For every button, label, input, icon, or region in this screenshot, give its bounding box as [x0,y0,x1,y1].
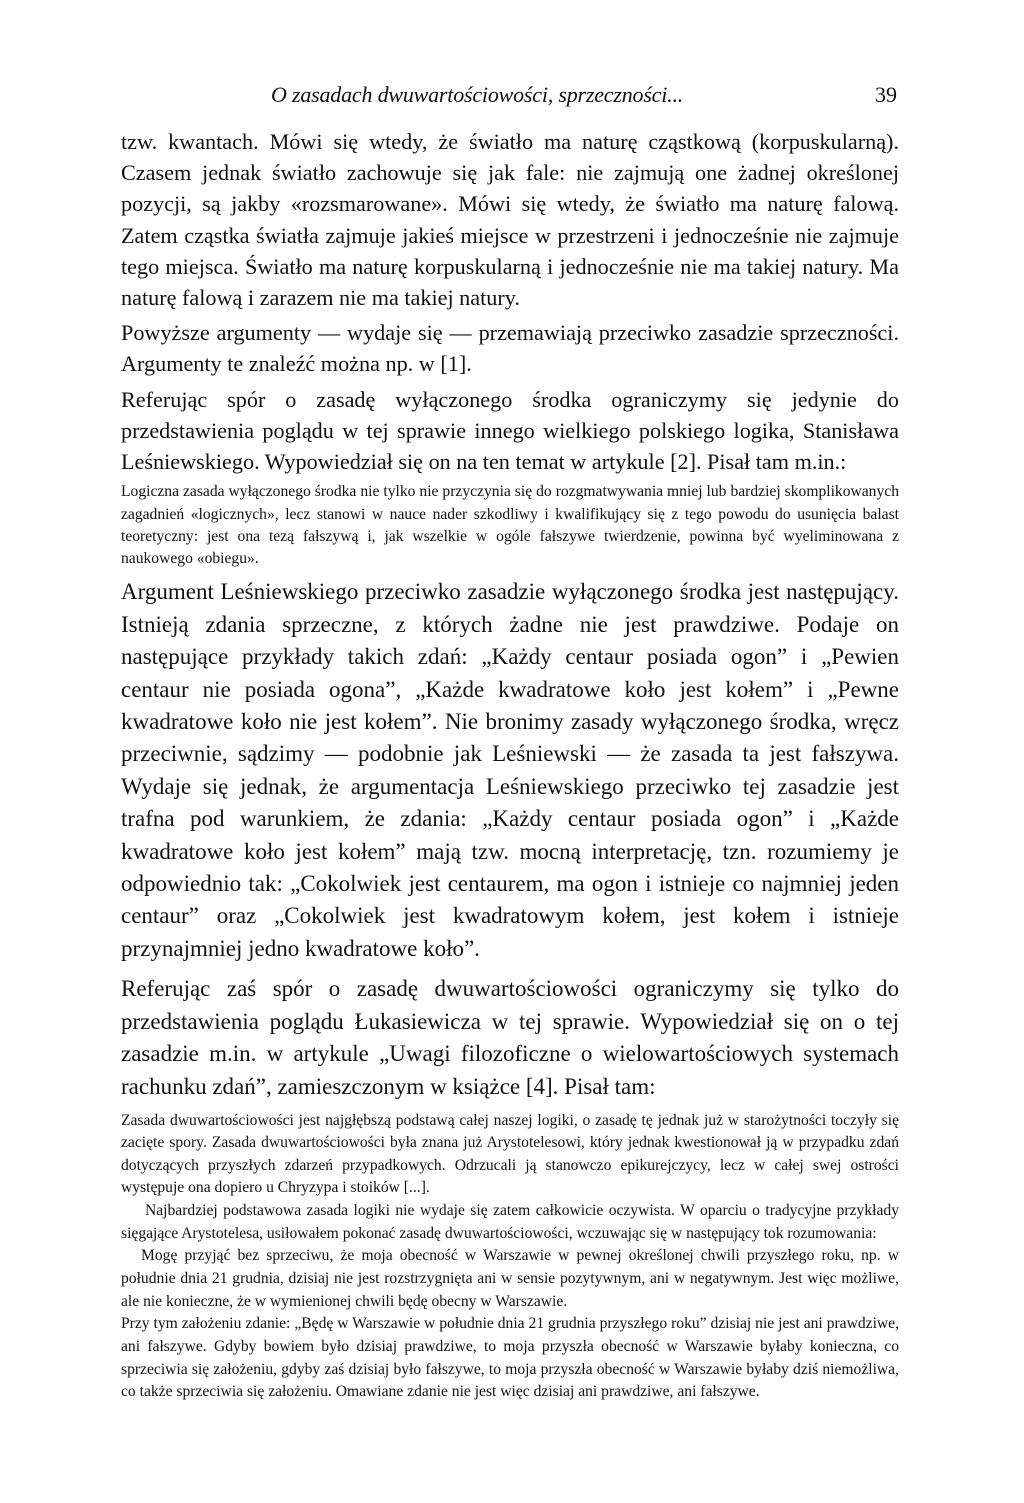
running-title: O zasadach dwuwartościowości, sprzeczności... [271,82,684,107]
nested-quote-part-2: Przy tym założeniu zdanie: „Będę w Warszawie w południe dnia 21 grudnia przyszłego roku” dzisiaj nie jest ani prawdziwe, ani fałszywe. Gdyby bowiem było dzisiaj prawdziwe, to moja przyszła obecność w Warszawie byłaby konieczna, co sprzeciwia się założeniu, gdyby zaś dzisiaj było fałszywe, to moja przyszła obecność w Warszawie byłaby dziś niemożliwa, co także sprzeciwia się założeniu. Omawiane zdanie nie jest więc dzisiaj ani prawdziwe, ani fałszywe. [121,1315,899,1401]
running-header [121,70,899,120]
page [121,70,899,1404]
page-number: 39 [875,82,897,107]
paragraph-lukasiewicz-intro: Referując zaś spór o zasadę dwuwartościowości ograniczymy się tylko do przedstawienia poglądu Łukasiewicza w tej sprawie. Wypowiedział się on o tej zasadzie m.in. w artykule „Uwagi filozoficzne o wielowartościowych systemach rachunku zdań”, zamieszczonym w książce [4]. Pisał tam: [121,976,899,1100]
quote-lesniewski: Logiczna zasada wyłączonego środka nie tylko nie przyczynia się do rozgmatwywania mniej lub bardziej skomplikowanych zagadnień «logicznych», lecz stanowi w nauce nader szkodliwy i kwalifikujący się z tego powodu do usunięcia balast teoretyczny: jest ona tezą fałszywą i, jak wszelkie w ogóle fałszywe twierdzenie, powinna być wyeliminowana z naukowego «obiegu». [121,483,899,568]
paragraph-lesniewski-intro: Referując spór o zasadę wyłączonego środka ograniczymy się jedynie do przedstawienia poglądu w tej sprawie innego wielkiego polskiego logika, Stanisława Leśniewskiego. Wypowiedział się on na ten temat w artykule [2]. Pisał tam m.in.: [121,386,899,475]
nested-quote [121,1245,899,1404]
paragraph-light-nature: tzw. kwantach. Mówi się wtedy, że światło ma naturę cząstkową (korpuskularną). Czasem jednak światło zachowuje się jak fale: nie zajmują one żadnej określonej pozycji, są jakby «rozsmarowane». Mówi się wtedy, że światło ma naturę falową. Zatem cząstka światła zajmuje jakieś miejsce w przestrzeni i jednocześnie nie zajmuje tego miejsca. Światło ma naturę korpuskularną i jednocześnie nie ma takiej natury. Ma naturę falową i zarazem nie ma takiej natury. [121,129,899,311]
quote-lukasiewicz-part-1: Zasada dwuwartościowości jest najgłębszą podstawą całej naszej logiki, o zasadę tę jednak już w starożytności toczyły się zacięte spory. Zasada dwuwartościowości była znana już Arystotelesowi, który jednak kwestionował ją w przypadku zdań dotyczących przyszłych zdarzeń przypadkowych. Odrzucali ją stanowczo epikurejczycy, lecz w całej swej ostrości występuje ona dopiero u Chryzypa i stoików [...]. [121,1111,899,1197]
nested-quote-part-1: Mogę przyjąć bez sprzeciwu, że moja obecność w Warszawie w pewnej określonej chwili przyszłego roku, np. w południe dnia 21 grudnia, dzisiaj nie jest rozstrzygnięta ani w sensie pozytywnym, ani w negatywnym. Jest więc możliwe, ale nie konieczne, że w wymienionej chwili będę obecny w Warszawie. [121,1247,899,1310]
paragraph-lesniewski-argument: Argument Leśniewskiego przeciwko zasadzie wyłączonego środka jest następujący. Istnieją zdania sprzeczne, z których żadne nie jest prawdziwe. Podaje on następujące przykłady takich zdań: „Każdy centaur posiada ogon” i „Pewien centaur nie posiada ogona”, „Każde kwadratowe koło jest kołem” i „Pewne kwadratowe koło nie jest kołem”. Nie bronimy zasady wyłączonego środka, wręcz przeciwnie, sądzimy — podobnie jak Leśniewski — że zasada ta jest fałszywa. Wydaje się jednak, że argumentacja Leśniewskiego przeciwko tej zasadzie jest trafna pod warunkiem, że zdania: „Każdy centaur posiada ogon” i „Każde kwadratowe koło jest kołem” mają tzw. mocną interpretację, tzn. rozumiemy je odpowiednio tak: „Cokolwiek jest centaurem, ma ogon i istnieje co najmniej jeden centaur” oraz „Cokolwiek jest kwadratowym kołem, jest kołem i istnieje przynajmniej jedno kwadratowe koło”. [121,579,899,961]
quote-lukasiewicz-part-2: Najbardziej podstawowa zasada logiki nie wydaje się zatem całkowicie oczywista. W oparciu o tradycyjne przykłady sięgające Arystotelesa, usiłowałem pokonać zasadę dwuwartościowości, wczuwając się w następujący tok rozumowania: [121,1202,899,1242]
paragraph-arguments-against-contradiction: Powyższe argumenty — wydaje się — przemawiają przeciwko zasadzie sprzeczności. Argumenty te znaleźć można np. w [1]. [121,320,899,377]
quote-lukasiewicz [121,1110,899,1404]
